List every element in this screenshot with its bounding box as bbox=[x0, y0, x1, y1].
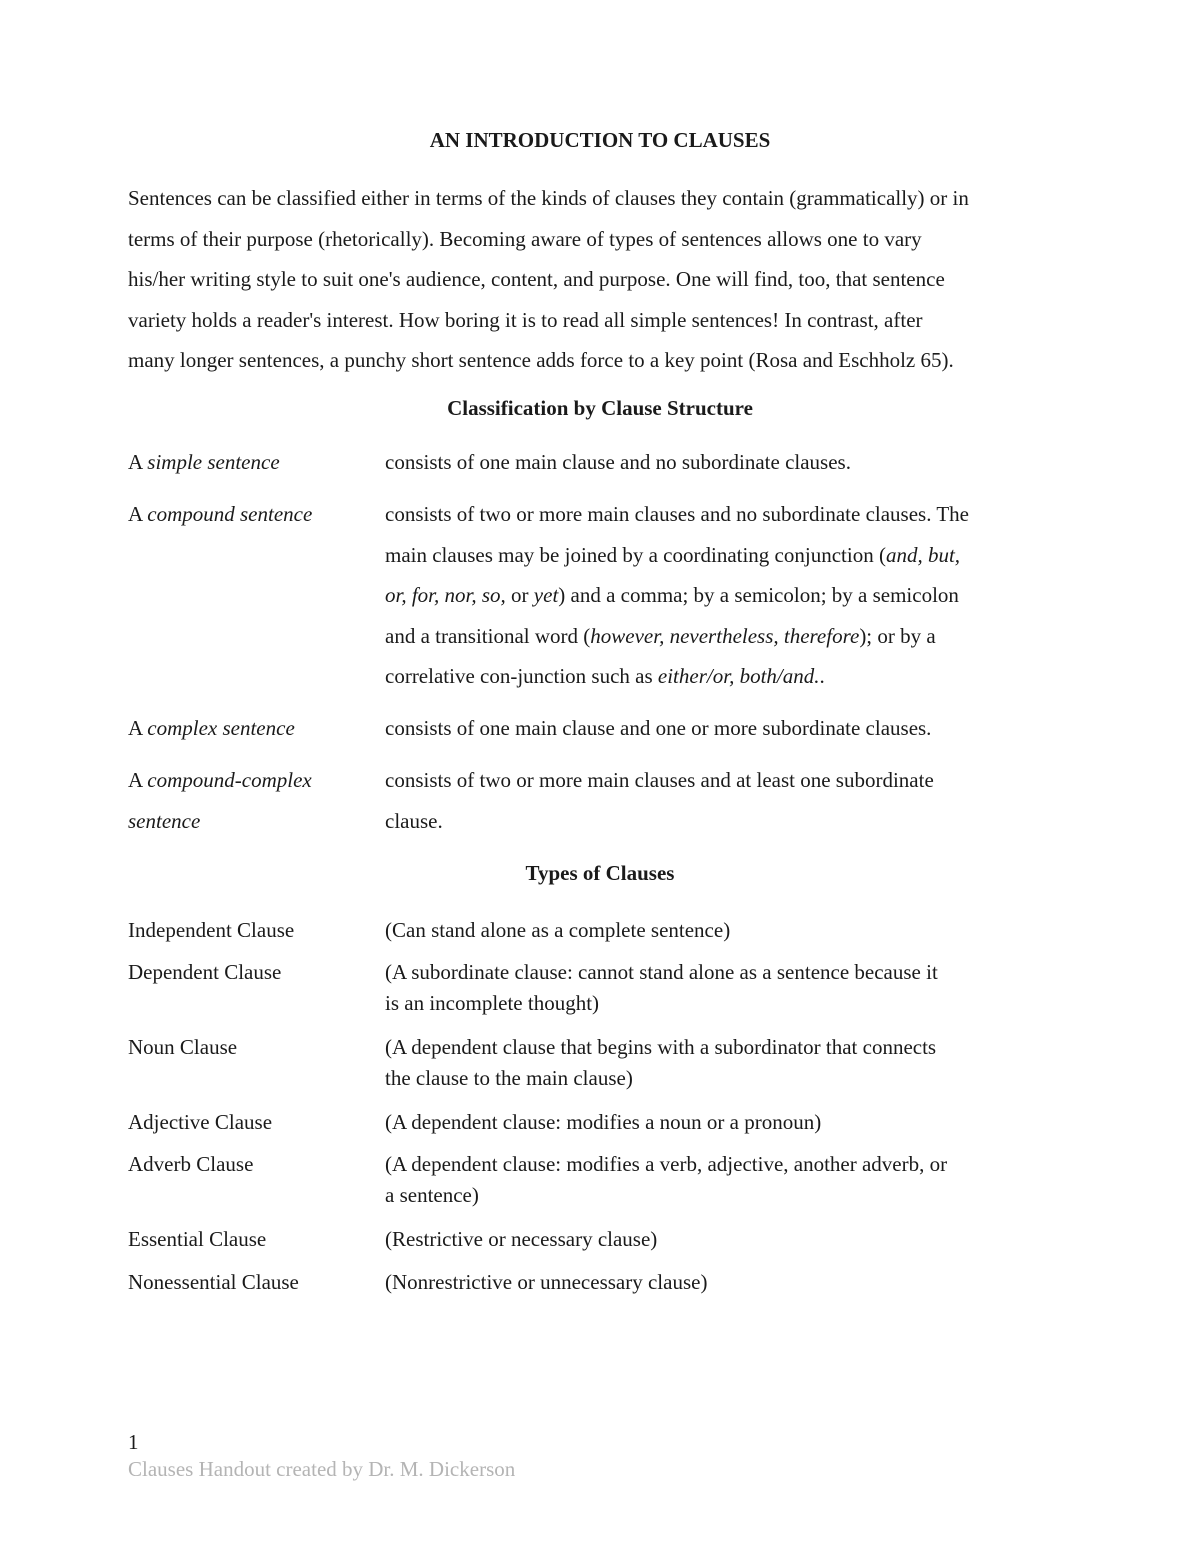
term-text: complex sentence bbox=[147, 716, 295, 740]
term-label bbox=[128, 442, 378, 483]
clause-term: Adverb Clause bbox=[128, 1152, 254, 1176]
description-line: (Can stand alone as a complete sentence) bbox=[385, 918, 731, 942]
page-footer: Clauses Handout created by Dr. M. Dickerson bbox=[128, 1457, 516, 1481]
clause-description bbox=[385, 1224, 1065, 1255]
clause-term: Independent Clause bbox=[128, 918, 295, 942]
description-line: (A subordinate clause: cannot stand alone as a sentence because it bbox=[385, 960, 938, 984]
term-text: compound-complex bbox=[147, 768, 312, 792]
clause-term: Adjective Clause bbox=[128, 1110, 273, 1134]
clause-term: Noun Clause bbox=[128, 1035, 238, 1059]
section-heading-classification: Classification by Clause Structure bbox=[447, 396, 753, 420]
clause-description bbox=[385, 915, 1065, 946]
text-run: correlative con-junction such as bbox=[385, 664, 658, 688]
definition-text: consists of one main clause and no subordinate clauses. bbox=[385, 450, 851, 474]
definition-line bbox=[385, 575, 1065, 616]
text-run: or bbox=[505, 583, 534, 607]
definition-text bbox=[385, 494, 1065, 697]
term-article: A bbox=[128, 502, 148, 526]
example-words: and, but, bbox=[885, 542, 961, 567]
description-line: (A dependent clause: modifies a noun or a pronoun) bbox=[385, 1110, 822, 1134]
intro-line: Sentences can be classified either in terms of the kinds of clauses they contain (grammatically) or in bbox=[128, 186, 969, 210]
page-number: 1 bbox=[128, 1430, 139, 1454]
definition-line bbox=[385, 656, 1065, 697]
definition-line bbox=[385, 616, 1065, 657]
example-words: yet bbox=[533, 583, 559, 607]
definition-text bbox=[385, 760, 1065, 841]
text-run: ); or by a bbox=[859, 623, 936, 648]
term-text: compound sentence bbox=[147, 502, 313, 526]
term-text: sentence bbox=[128, 808, 201, 833]
term-article: A bbox=[128, 716, 148, 740]
term-text: simple sentence bbox=[147, 450, 280, 474]
description-line: the clause to the main clause) bbox=[385, 1066, 633, 1090]
definition-line: consists of two or more main clauses and at least one subordinate bbox=[385, 768, 934, 792]
text-run: main clauses may be joined by a coordinating conjunction ( bbox=[385, 542, 886, 567]
term-label bbox=[128, 760, 378, 841]
definition-line: consists of two or more main clauses and no subordinate clauses. The bbox=[385, 502, 969, 526]
clause-description bbox=[385, 1149, 1065, 1211]
description-line: a sentence) bbox=[385, 1183, 479, 1207]
definition-text: consists of one main clause and one or more subordinate clauses. bbox=[385, 716, 932, 740]
clause-description bbox=[385, 1032, 1065, 1094]
term-line bbox=[128, 801, 378, 842]
term-article: A bbox=[128, 768, 148, 792]
clause-description bbox=[385, 1107, 1065, 1138]
description-line: (A dependent clause: modifies a verb, adjective, another adverb, or bbox=[385, 1152, 948, 1176]
intro-paragraph bbox=[128, 178, 1083, 381]
term-label bbox=[128, 708, 378, 749]
text-run: and a transitional word ( bbox=[385, 623, 591, 648]
description-line: (A dependent clause that begins with a subordinator that connects bbox=[385, 1035, 937, 1059]
clause-term: Essential Clause bbox=[128, 1227, 267, 1251]
document-title: AN INTRODUCTION TO CLAUSES bbox=[429, 128, 771, 152]
clause-term: Nonessential Clause bbox=[128, 1270, 299, 1294]
description-line: is an incomplete thought) bbox=[385, 991, 600, 1015]
definition-line bbox=[385, 535, 1065, 576]
clause-description bbox=[385, 957, 1065, 1019]
clause-term: Dependent Clause bbox=[128, 960, 282, 984]
intro-line: many longer sentences, a punchy short sentence adds force to a key point (Rosa and Eschholz 65). bbox=[128, 348, 954, 372]
intro-line: terms of their purpose (rhetorically). Becoming aware of types of sentences allows one to vary bbox=[128, 226, 922, 251]
definition-line: clause. bbox=[385, 808, 443, 833]
example-words: however, nevertheless, therefore bbox=[590, 623, 860, 648]
term-label bbox=[128, 494, 378, 535]
section-heading-types: Types of Clauses bbox=[525, 861, 675, 885]
description-line: (Nonrestrictive or unnecessary clause) bbox=[385, 1270, 708, 1294]
text-run: . bbox=[819, 664, 825, 688]
clause-description bbox=[385, 1267, 1065, 1298]
example-words: either/or, both/and. bbox=[657, 664, 820, 688]
example-words: or, for, nor, so, bbox=[385, 583, 506, 607]
intro-line: his/her writing style to suit one's audience, content, and purpose. One will find, too, that sentence bbox=[128, 267, 945, 291]
description-line: (Restrictive or necessary clause) bbox=[385, 1227, 658, 1251]
term-article: A bbox=[128, 450, 148, 474]
intro-line: variety holds a reader's interest. How boring it is to read all simple sentences! In contrast, after bbox=[128, 307, 923, 332]
text-run: ) and a comma; by a semicolon; by a semicolon bbox=[558, 583, 959, 607]
term-line bbox=[128, 760, 378, 801]
